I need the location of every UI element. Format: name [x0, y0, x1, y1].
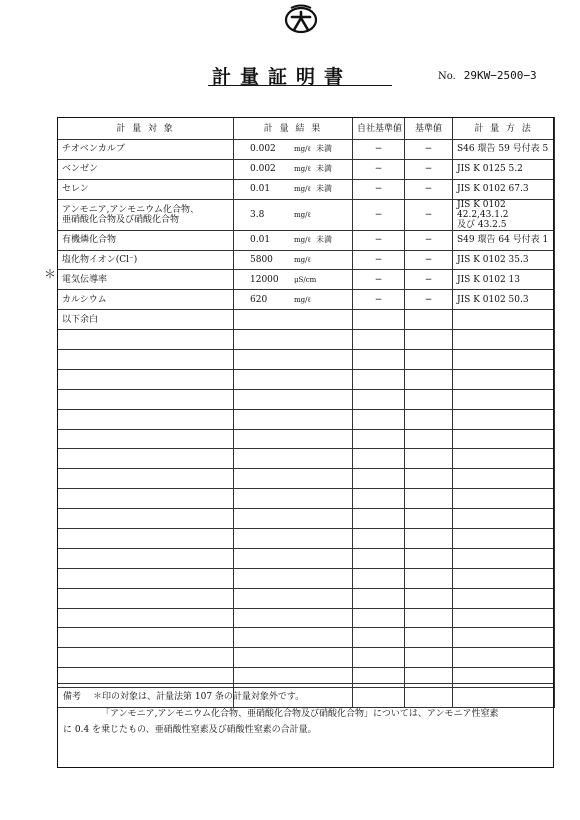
cell-method: JIS K 0125 5.2	[453, 159, 555, 179]
document-number-value: 29KW−2500−3	[463, 69, 537, 82]
cell-own-standard: −	[353, 179, 405, 199]
cell-standard: −	[405, 140, 453, 160]
header-own-standard: 自社基準値	[353, 118, 405, 140]
cell-own-standard: −	[353, 250, 405, 270]
cell-standard: −	[405, 250, 453, 270]
result-qualifier: 未満	[316, 144, 332, 154]
cell-method: S49 環告 64 号付表 1	[453, 230, 555, 250]
cell-target: 塩化物イオン(Cl⁻)	[58, 250, 234, 270]
cell-target: セレン	[58, 179, 234, 199]
cell-own-standard: −	[353, 140, 405, 160]
cell-method: S46 環告 59 号付表 5	[453, 140, 555, 160]
remarks-line-3: に 0.4 を乗じたもの、亜硝酸性窒素及び硝酸性窒素の合計量。	[63, 725, 317, 735]
cell-target: ベンゼン	[58, 159, 234, 179]
document-number	[438, 69, 537, 82]
result-unit: mg/ℓ	[294, 165, 311, 174]
header-target: 計 量 対 象	[58, 118, 234, 140]
cell-standard: −	[405, 290, 453, 310]
result-unit: mg/ℓ	[294, 236, 311, 245]
cell-method: JIS K 0102 35.3	[453, 250, 555, 270]
cell-method: JIS K 0102 13	[453, 270, 555, 290]
cell-method: JIS K 0102 42.2,43.1.2 及び 43.2.5	[453, 199, 555, 230]
result-unit: μS/cm	[294, 275, 317, 284]
page-title: 計量証明書	[212, 66, 353, 88]
header-method: 計 量 方 法	[453, 118, 555, 140]
result-value: 0.002	[250, 164, 276, 175]
cell-standard: −	[405, 179, 453, 199]
cell-target: カルシウム	[58, 290, 234, 310]
cell-standard: −	[405, 199, 453, 230]
result-value: 0.01	[250, 184, 271, 195]
result-value: 0.01	[250, 235, 271, 246]
cell-own-standard: −	[353, 230, 405, 250]
result-qualifier: 未満	[316, 184, 332, 194]
cell-target: 以下余白	[58, 310, 234, 330]
header-standard: 基準値	[405, 118, 453, 140]
result-qualifier: 未満	[316, 235, 332, 245]
remarks-line-1: ＊印の対象は、計量法第 107 条の計量対象外です。	[93, 692, 305, 702]
result-value: 620	[250, 294, 268, 305]
document-number-label: No.	[438, 71, 456, 82]
cell-target: 電気伝導率	[58, 270, 234, 290]
result-value: 3.8	[250, 209, 265, 220]
result-unit: mg/ℓ	[294, 295, 311, 304]
cell-standard: −	[405, 230, 453, 250]
header-result: 計 量 結 果	[234, 118, 353, 140]
title-underline	[208, 85, 392, 86]
cell-method: JIS K 0102 50.3	[453, 290, 555, 310]
table-frame	[57, 117, 554, 768]
result-unit: mg/ℓ	[294, 256, 311, 264]
remarks-line-2: 「アンモニア,アンモニウム化合物、亜硝酸化合物及び硝酸化合物」については、アンモニア性窒素	[101, 709, 499, 719]
asterisk-mark: ＊	[44, 267, 57, 281]
cell-target: チオベンカルブ	[58, 140, 234, 160]
cell-own-standard: −	[353, 159, 405, 179]
cell-own-standard: −	[353, 270, 405, 290]
result-value: 12000	[250, 274, 279, 285]
result-qualifier: 未満	[316, 164, 332, 174]
cell-target: アンモニア,アンモニウム化合物、 亜硝酸化合物及び硝酸化合物	[58, 199, 234, 230]
cell-method: JIS K 0102 67.3	[453, 179, 555, 199]
result-unit: mg/ℓ	[294, 185, 311, 194]
result-unit: mg/ℓ	[294, 145, 311, 154]
result-unit: mg/ℓ	[294, 210, 311, 219]
remarks-header: 備考	[63, 692, 82, 702]
cell-own-standard: −	[353, 290, 405, 310]
cell-standard: −	[405, 159, 453, 179]
result-value: 0.002	[250, 144, 276, 155]
cell-target: 有機燐化合物	[58, 230, 234, 250]
cell-standard: −	[405, 270, 453, 290]
company-logo	[283, 4, 319, 34]
result-value: 5800	[250, 255, 273, 265]
cell-own-standard: −	[353, 199, 405, 230]
